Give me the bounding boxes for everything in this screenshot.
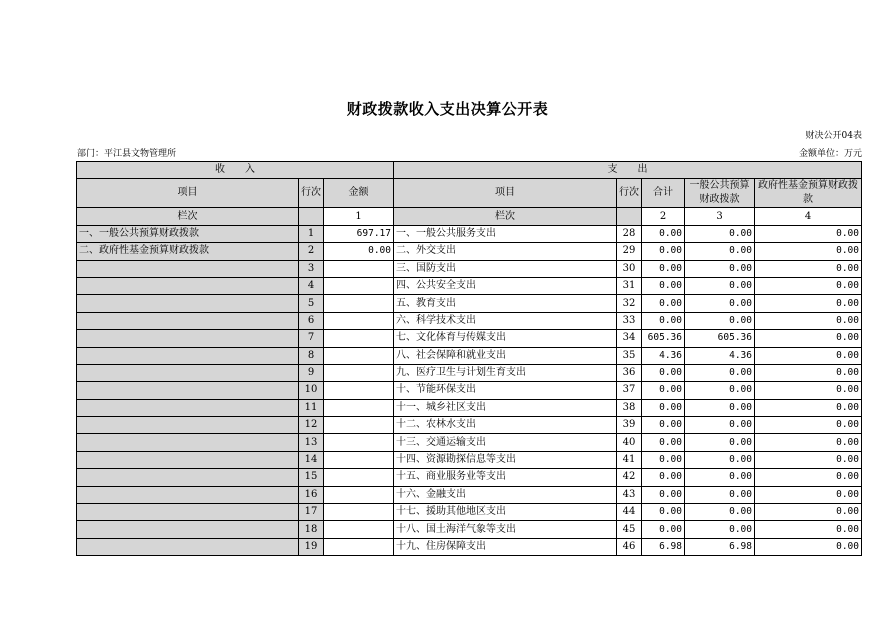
expense-total-cell: 0.00	[642, 277, 685, 294]
expense-fund-cell: 0.00	[755, 347, 862, 364]
income-amount-cell	[324, 504, 394, 521]
form-number: 财决公开04表	[805, 131, 862, 141]
expense-general-cell: 0.00	[685, 260, 755, 277]
income-seq-cell: 12	[299, 417, 324, 434]
expense-fund-cell: 0.00	[755, 260, 862, 277]
income-seq-cell: 7	[299, 330, 324, 347]
col-header-total: 合计	[642, 179, 685, 208]
expense-seq-cell: 36	[617, 364, 642, 381]
col-header-fund: 政府性基金预算财政拨款	[755, 179, 862, 208]
income-seq-cell: 2	[299, 243, 324, 260]
expense-item-cell: 六、科学技术支出	[394, 312, 617, 329]
expense-general-cell: 0.00	[685, 486, 755, 503]
column-header-row	[77, 179, 862, 208]
income-item-cell: 二、政府性基金预算财政拨款	[77, 243, 299, 260]
income-item-cell	[77, 417, 299, 434]
income-amount-cell	[324, 295, 394, 312]
expense-total-cell: 0.00	[642, 399, 685, 416]
table-row	[77, 521, 862, 538]
lanci-seq2-blank	[617, 208, 642, 225]
income-seq-cell: 14	[299, 451, 324, 468]
expense-fund-cell: 0.00	[755, 277, 862, 294]
expense-fund-cell: 0.00	[755, 364, 862, 381]
income-item-cell	[77, 399, 299, 416]
expense-general-cell: 0.00	[685, 417, 755, 434]
income-seq-cell: 15	[299, 469, 324, 486]
expense-item-cell: 八、社会保障和就业支出	[394, 347, 617, 364]
expense-total-cell: 0.00	[642, 243, 685, 260]
expense-item-cell: 十九、住房保障支出	[394, 538, 617, 555]
expense-total-cell: 0.00	[642, 521, 685, 538]
expense-seq-cell: 38	[617, 399, 642, 416]
table-row	[77, 347, 862, 364]
table-row	[77, 312, 862, 329]
income-seq-cell: 4	[299, 277, 324, 294]
income-amount-cell	[324, 364, 394, 381]
expense-fund-cell: 0.00	[755, 417, 862, 434]
table-row	[77, 260, 862, 277]
expense-general-cell: 4.36	[685, 347, 755, 364]
expense-general-cell: 605.36	[685, 330, 755, 347]
expense-seq-cell: 33	[617, 312, 642, 329]
table-row	[77, 243, 862, 260]
income-amount-cell	[324, 382, 394, 399]
expense-item-cell: 十一、城乡社区支出	[394, 399, 617, 416]
expense-item-cell: 十二、农林水支出	[394, 417, 617, 434]
income-item-cell	[77, 434, 299, 451]
expense-total-cell: 605.36	[642, 330, 685, 347]
expense-seq-cell: 40	[617, 434, 642, 451]
expense-seq-cell: 30	[617, 260, 642, 277]
col-header-item2: 项目	[394, 179, 617, 208]
table-row	[77, 451, 862, 468]
expense-general-cell: 0.00	[685, 295, 755, 312]
lanci-n1: 1	[324, 208, 394, 225]
expense-seq-cell: 29	[617, 243, 642, 260]
expense-item-cell: 十七、援助其他地区支出	[394, 504, 617, 521]
expense-fund-cell: 0.00	[755, 225, 862, 242]
income-amount-cell	[324, 330, 394, 347]
expense-fund-cell: 0.00	[755, 538, 862, 555]
expense-seq-cell: 28	[617, 225, 642, 242]
income-seq-cell: 16	[299, 486, 324, 503]
expense-item-cell: 十四、资源勘探信息等支出	[394, 451, 617, 468]
table-row	[77, 486, 862, 503]
income-group-header: 收 入	[77, 162, 394, 179]
expense-item-cell: 二、外交支出	[394, 243, 617, 260]
income-item-cell	[77, 451, 299, 468]
expense-total-cell: 0.00	[642, 504, 685, 521]
unit-label: 金额单位：万元	[798, 149, 862, 159]
income-seq-cell: 5	[299, 295, 324, 312]
expense-total-cell: 0.00	[642, 486, 685, 503]
expense-general-cell: 0.00	[685, 364, 755, 381]
expense-fund-cell: 0.00	[755, 486, 862, 503]
income-seq-cell: 19	[299, 538, 324, 555]
expense-item-cell: 一、一般公共服务支出	[394, 225, 617, 242]
expense-general-cell: 0.00	[685, 504, 755, 521]
lanci-n2: 2	[642, 208, 685, 225]
expense-seq-cell: 37	[617, 382, 642, 399]
page-title: 财政拨款收入支出决算公开表	[346, 100, 549, 118]
expense-seq-cell: 44	[617, 504, 642, 521]
expense-total-cell: 0.00	[642, 382, 685, 399]
expense-fund-cell: 0.00	[755, 399, 862, 416]
income-amount-cell	[324, 451, 394, 468]
income-item-cell	[77, 469, 299, 486]
expense-item-cell: 四、公共安全支出	[394, 277, 617, 294]
table-row	[77, 364, 862, 381]
col-header-seq2: 行次	[617, 179, 642, 208]
income-item-cell	[77, 521, 299, 538]
col-header-amount: 金额	[324, 179, 394, 208]
expense-general-cell: 0.00	[685, 469, 755, 486]
income-amount-cell	[324, 434, 394, 451]
expense-general-cell: 6.98	[685, 538, 755, 555]
group-header-row	[77, 162, 862, 179]
income-amount-cell	[324, 277, 394, 294]
table-row	[77, 330, 862, 347]
income-amount-cell	[324, 521, 394, 538]
expense-total-cell: 4.36	[642, 347, 685, 364]
expense-item-cell: 十、节能环保支出	[394, 382, 617, 399]
expense-item-cell: 五、教育支出	[394, 295, 617, 312]
col-header-general: 一般公共预算财政拨款	[685, 179, 755, 208]
expense-seq-cell: 45	[617, 521, 642, 538]
income-seq-cell: 3	[299, 260, 324, 277]
table-row	[77, 504, 862, 521]
lanci-n4: 4	[755, 208, 862, 225]
income-item-cell	[77, 312, 299, 329]
expense-total-cell: 0.00	[642, 417, 685, 434]
expense-total-cell: 0.00	[642, 225, 685, 242]
expense-total-cell: 0.00	[642, 260, 685, 277]
expense-total-cell: 0.00	[642, 451, 685, 468]
income-amount-cell	[324, 312, 394, 329]
expense-seq-cell: 46	[617, 538, 642, 555]
expense-seq-cell: 31	[617, 277, 642, 294]
expense-seq-cell: 42	[617, 469, 642, 486]
income-seq-cell: 18	[299, 521, 324, 538]
expense-seq-cell: 32	[617, 295, 642, 312]
expense-item-cell: 十六、金融支出	[394, 486, 617, 503]
income-amount-cell: 0.00	[324, 243, 394, 260]
expense-fund-cell: 0.00	[755, 521, 862, 538]
expense-fund-cell: 0.00	[755, 504, 862, 521]
expense-total-cell: 0.00	[642, 295, 685, 312]
income-item-cell	[77, 277, 299, 294]
expense-seq-cell: 43	[617, 486, 642, 503]
expense-total-cell: 6.98	[642, 538, 685, 555]
expense-total-cell: 0.00	[642, 312, 685, 329]
expense-group-header: 支 出	[394, 162, 862, 179]
expense-item-cell: 十三、交通运输支出	[394, 434, 617, 451]
income-amount-cell	[324, 538, 394, 555]
expense-item-cell: 九、医疗卫生与计划生育支出	[394, 364, 617, 381]
income-amount-cell	[324, 469, 394, 486]
expense-total-cell: 0.00	[642, 469, 685, 486]
data-rows	[77, 225, 862, 555]
lanci-seq-blank	[299, 208, 324, 225]
expense-general-cell: 0.00	[685, 451, 755, 468]
lanci-label: 栏次	[77, 208, 299, 225]
expense-general-cell: 0.00	[685, 277, 755, 294]
expense-seq-cell: 35	[617, 347, 642, 364]
income-seq-cell: 11	[299, 399, 324, 416]
expense-general-cell: 0.00	[685, 312, 755, 329]
expense-total-cell: 0.00	[642, 364, 685, 381]
lanci-label2: 栏次	[394, 208, 617, 225]
expense-fund-cell: 0.00	[755, 330, 862, 347]
income-item-cell	[77, 347, 299, 364]
expense-general-cell: 0.00	[685, 434, 755, 451]
income-item-cell	[77, 364, 299, 381]
expense-seq-cell: 41	[617, 451, 642, 468]
col-header-item: 项目	[77, 179, 299, 208]
expense-fund-cell: 0.00	[755, 295, 862, 312]
expense-fund-cell: 0.00	[755, 382, 862, 399]
income-item-cell	[77, 486, 299, 503]
income-item-cell	[77, 260, 299, 277]
table-row	[77, 538, 862, 555]
income-amount-cell	[324, 399, 394, 416]
budget-table	[76, 161, 862, 556]
income-amount-cell	[324, 417, 394, 434]
income-item-cell	[77, 382, 299, 399]
income-amount-cell	[324, 347, 394, 364]
income-item-cell	[77, 504, 299, 521]
expense-fund-cell: 0.00	[755, 434, 862, 451]
expense-general-cell: 0.00	[685, 521, 755, 538]
income-seq-cell: 9	[299, 364, 324, 381]
income-amount-cell: 697.17	[324, 225, 394, 242]
table-row	[77, 382, 862, 399]
table-row	[77, 225, 862, 242]
lanci-row	[77, 208, 862, 225]
income-seq-cell: 1	[299, 225, 324, 242]
expense-item-cell: 十八、国土海洋气象等支出	[394, 521, 617, 538]
col-header-seq: 行次	[299, 179, 324, 208]
expense-seq-cell: 34	[617, 330, 642, 347]
expense-general-cell: 0.00	[685, 382, 755, 399]
income-seq-cell: 13	[299, 434, 324, 451]
expense-general-cell: 0.00	[685, 225, 755, 242]
income-seq-cell: 10	[299, 382, 324, 399]
expense-item-cell: 三、国防支出	[394, 260, 617, 277]
expense-general-cell: 0.00	[685, 399, 755, 416]
table-row	[77, 469, 862, 486]
expense-general-cell: 0.00	[685, 243, 755, 260]
table-row	[77, 417, 862, 434]
income-item-cell	[77, 295, 299, 312]
expense-fund-cell: 0.00	[755, 312, 862, 329]
expense-fund-cell: 0.00	[755, 469, 862, 486]
income-item-cell	[77, 330, 299, 347]
expense-fund-cell: 0.00	[755, 243, 862, 260]
lanci-n3: 3	[685, 208, 755, 225]
expense-item-cell: 十五、商业服务业等支出	[394, 469, 617, 486]
income-seq-cell: 17	[299, 504, 324, 521]
income-item-cell	[77, 538, 299, 555]
table-row	[77, 434, 862, 451]
expense-fund-cell: 0.00	[755, 451, 862, 468]
income-seq-cell: 6	[299, 312, 324, 329]
income-amount-cell	[324, 486, 394, 503]
income-seq-cell: 8	[299, 347, 324, 364]
table-row	[77, 295, 862, 312]
income-item-cell: 一、一般公共预算财政拨款	[77, 225, 299, 242]
table-row	[77, 277, 862, 294]
expense-total-cell: 0.00	[642, 434, 685, 451]
department-label: 部门：平江县文物管理所	[77, 149, 177, 159]
table-row	[77, 399, 862, 416]
income-amount-cell	[324, 260, 394, 277]
expense-item-cell: 七、文化体育与传媒支出	[394, 330, 617, 347]
expense-seq-cell: 39	[617, 417, 642, 434]
